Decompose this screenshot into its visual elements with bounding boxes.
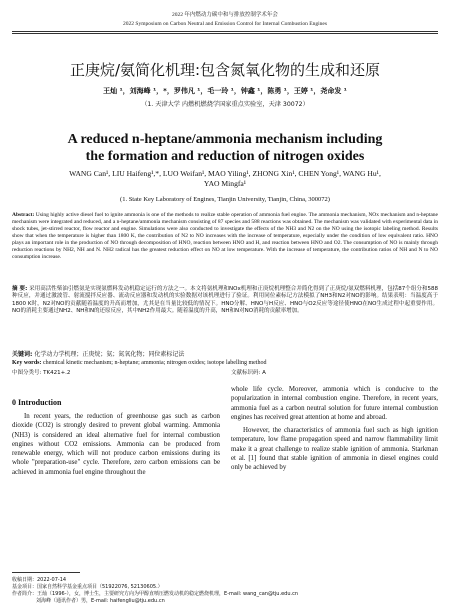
keywords-cn-text: 化学动力学机理；正庚烷；氨；氮氧化物；同位素标记法 (34, 351, 185, 358)
en-paper-title (0, 131, 450, 165)
keywords-cn (12, 351, 438, 359)
cn-paper-title: 正庚烷/氨简化机理:包含氮氧化物的生成和还原 (69, 61, 381, 79)
clc-number: 中图分类号: TK421+.2 (12, 370, 71, 376)
running-header-en: 2022 Symposium on Carbon Neutral and Emission Control for Internal Combustion Engines (123, 21, 327, 27)
footnote-received: 收稿日期：2022-07-14 (12, 577, 67, 583)
abstract-cn (12, 286, 438, 315)
keywords-en-text: chemical kinetic mechanism; n-heptane; ammonia; nitrogen oxides; isotope labelling method (43, 360, 267, 366)
keywords-en (12, 360, 438, 368)
en-title-line1: A reduced n-heptane/ammonia mechanism including (67, 132, 383, 147)
en-title-line2: the formation and reduction of nitrogen oxides (85, 149, 365, 164)
footnote-block (12, 577, 442, 605)
document-code: 文献标识码: A (231, 370, 266, 376)
running-header-cn: 2022 年内燃动力碳中和与排放控制学术年会 (172, 12, 278, 18)
cn-author-list: 王灿 ¹，刘海峰 ¹，*，罗伟凡 ¹，毛一玲 ¹，钟鑫 ¹，陈勇 ¹，王婷 ¹，尧命发 ¹ (103, 87, 347, 95)
abstract-cn-label: 摘 要: (12, 286, 28, 292)
left-paragraph-1: In recent years, the reduction of greenhouse gas such as carbon dioxide (CO2) is strongly desired to prevent global warming. Ammonia (NH3) is considered an ideal alternative fuel for internal combustion engines without CO2 emissions. Ammonia can be produced from renewable energy, which will not produce carbon emissions during its whole "preparation-use" cycle. Therefore, zero carbon emissions can be achieved in ammonia fuel engine throughout the (12, 413, 220, 476)
abstract-en (12, 212, 438, 261)
abstract-cn-text: 采用高活性柴油引燃氨是实现氨燃料发动机稳定运行的方法之一。本文将氨机理和NOx机理和正庚烷机理整合并简化得到了正庚烷/氨双燃料机理，包括87个组分和588种反应，并通过激波管、射流搅拌反应器、流动反应器和发动机的实验数据对该机理进行了验证。利用同位素标记方法模拟了NH3和N2对NO的影响。结果表明：当温度高于1800 K时，N2对NO的贡献随着温度的升高而增加，尤其是在当量比较低的情况下。HNO分解、HNO与H反应、HNO与O2反应等途径使HNO在NO生成过程中起重要作用。NO的消耗主要通过NH2、NH和N的还原反应，其中NH2作用最大。随着温度的升高，NH和N对NO消耗的贡献率增加。 (12, 286, 438, 314)
header-rule (12, 31, 438, 32)
footnote-corresponding: 刘海峰（通讯作者）男，E-mail: haifengliu@tju.edu.cn (36, 598, 165, 604)
abstract-en-label: Abstract: (12, 212, 35, 218)
footnote-fund: 基金项目：国家自然科学基金重点项目（51922076, 52130605.） (12, 584, 163, 590)
keywords-en-label: Key words: (12, 360, 42, 366)
keywords-cn-label: 关键词: (12, 351, 33, 358)
left-column (12, 412, 220, 477)
right-paragraph-2: However, the characteristics of ammonia fuel such as high ignition temperature, low flame propagation speed and narrow flammability limit make it a great challenge to realize stable ignition of ammonia. Starkman et al. [1] found that stable ignition of ammonia in diesel engines could only be achieved by (231, 427, 438, 472)
right-column (231, 385, 438, 473)
section-heading: 0 Introduction (12, 398, 62, 407)
cn-affiliation: （1. 天津大学 内燃机燃烧学国家重点实验室，天津 30072） (141, 101, 309, 108)
right-paragraph-1: whole life cycle. Moreover, ammonia which is conducive to the popularization in internal combustion engine. Therefore, in recent years, ammonia fuel as a carbon neutral solution for future internal combustion engines has received great attention at home and abroad. (231, 386, 438, 421)
en-author-list: WANG Can¹, LIU Haifeng¹,*, LUO Weifan¹, MAO Yiling¹, ZHONG Xin¹, CHEN Yong¹, WANG Hu¹, YAO Mingfa¹ (69, 169, 381, 188)
footnote-rule (12, 572, 80, 573)
en-affiliation: (1. State Key Laboratory of Engines, Tianjin University, Tianjin, China, 300072) (120, 196, 330, 203)
footnote-author: 作者简介：王灿（1996-），女，博士生，主要研究方向为甲醇直喷压燃发动机的稳定燃烧机理，E-mail: wang_can@tju.edu.cn (12, 591, 298, 597)
header-rule-thin (12, 33, 438, 34)
abstract-en-text: Using highly active diesel fuel to ignite ammonia is one of the methods to realize stable operation of ammonia fuel engine. The ammonia mechanism, NOx mechanism and n-heptane mechanism were integrated and reduced, and a n-heptane/ammonia mechanism consisting of 87 species and 588 reactions was obtained. The mechanism was validated with experimental data in shock tubes, jet-stirred reactor, flow reactor and engine. Simulations were also conducted to investigate the effects of the NH3 and N2 on the NO using the isotopic labeling method. Results show that when the temperature is higher than 1800 K, the contribution of N2 to NO increases with the increase of temperature, especially under the condition of low equivalent ratio. HNO plays an important role in the production of NO through decomposition of HNO, reaction between HNO and H, and reaction between HNO and O2. The consumption of NO is mainly through reduction reactions by NH2, NH and N. NH2 radical has the greatest reduction effect on NO at low temperature. With the increase of temperature, the contribution ratios of NH and N to NO consumption increase. (12, 212, 439, 260)
